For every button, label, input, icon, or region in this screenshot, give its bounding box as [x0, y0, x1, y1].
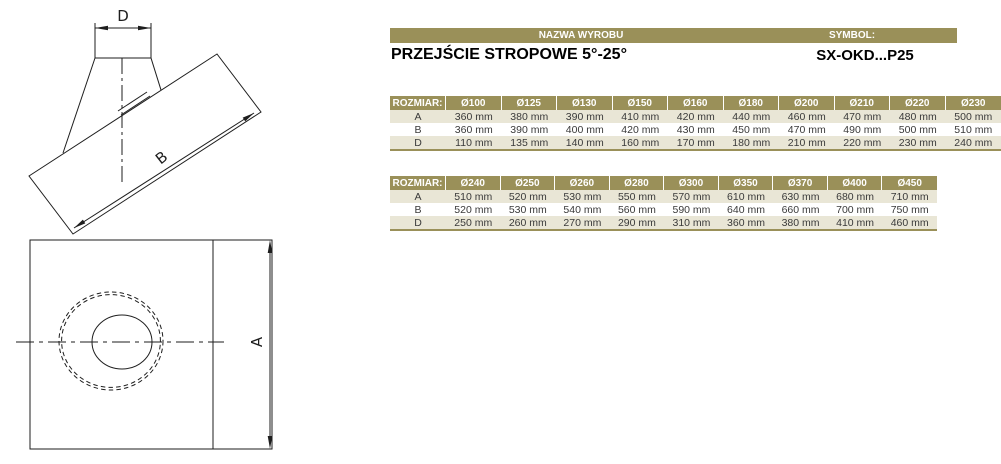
dimension-value: 380 mm — [502, 110, 558, 123]
dimension-row-d — [390, 136, 1001, 149]
dimension-value: 460 mm — [882, 216, 937, 229]
dimension-value: 530 mm — [501, 203, 556, 216]
dimension-row-a — [390, 110, 1001, 123]
dimension-value: 440 mm — [724, 110, 780, 123]
row-label: B — [390, 203, 446, 216]
dimension-value: 550 mm — [610, 190, 665, 203]
dimension-row-a — [390, 190, 937, 203]
dimension-value: 250 mm — [446, 216, 501, 229]
dimension-value: 160 mm — [613, 136, 669, 149]
dimension-value: 510 mm — [446, 190, 501, 203]
dimension-value: 180 mm — [724, 136, 780, 149]
diameter-header: Ø220 — [890, 96, 946, 110]
dimension-row-b — [390, 123, 1001, 136]
dimension-value: 410 mm — [828, 216, 883, 229]
dimension-value: 390 mm — [557, 110, 613, 123]
dimension-value: 450 mm — [724, 123, 780, 136]
side-view-drawing — [29, 7, 261, 234]
row-label: A — [390, 190, 446, 203]
dimension-label-d: D — [117, 7, 129, 25]
table-header-row — [390, 96, 1001, 110]
dimension-value: 420 mm — [613, 123, 669, 136]
dimension-value: 520 mm — [446, 203, 501, 216]
diameter-header: Ø160 — [668, 96, 724, 110]
diameter-header: Ø125 — [502, 96, 558, 110]
dimension-value: 390 mm — [502, 123, 558, 136]
dimension-value: 220 mm — [835, 136, 891, 149]
diameter-header: Ø350 — [719, 176, 774, 190]
dimension-value: 380 mm — [773, 216, 828, 229]
dimension-value: 135 mm — [502, 136, 558, 149]
row-label: D — [390, 136, 446, 149]
dimension-table-small-diameters — [390, 96, 1001, 151]
dimension-value: 540 mm — [555, 203, 610, 216]
dimension-value: 140 mm — [557, 136, 613, 149]
dimension-row-d — [390, 216, 937, 229]
diameter-header: Ø280 — [610, 176, 665, 190]
symbol-column-header: SYMBOL: — [828, 30, 876, 41]
dimension-value: 230 mm — [890, 136, 946, 149]
dimension-value: 560 mm — [610, 203, 665, 216]
dimension-value: 360 mm — [446, 110, 502, 123]
diameter-header: Ø240 — [446, 176, 501, 190]
dimension-value: 460 mm — [779, 110, 835, 123]
dimension-value: 290 mm — [610, 216, 665, 229]
row-label: B — [390, 123, 446, 136]
table-header-row — [390, 176, 937, 190]
dimension-value: 490 mm — [835, 123, 891, 136]
dimension-value: 660 mm — [773, 203, 828, 216]
dimension-value: 310 mm — [664, 216, 719, 229]
dimension-label-a: A — [248, 336, 266, 348]
size-header: ROZMIAR: — [390, 176, 446, 190]
product-name-column-header: NAZWA WYROBU — [538, 30, 624, 41]
dimension-value: 270 mm — [555, 216, 610, 229]
dimension-value: 480 mm — [890, 110, 946, 123]
diameter-header: Ø370 — [773, 176, 828, 190]
dimension-value: 210 mm — [779, 136, 835, 149]
dimension-value: 570 mm — [664, 190, 719, 203]
top-view-drawing — [16, 240, 272, 449]
diameter-header: Ø130 — [557, 96, 613, 110]
diameter-header: Ø400 — [828, 176, 883, 190]
dimension-value: 680 mm — [828, 190, 883, 203]
diameter-header: Ø300 — [664, 176, 719, 190]
diameter-header: Ø230 — [946, 96, 1001, 110]
dimension-value: 110 mm — [446, 136, 502, 149]
dimension-value: 590 mm — [664, 203, 719, 216]
dimension-value: 360 mm — [719, 216, 774, 229]
dimension-value: 400 mm — [557, 123, 613, 136]
header-bar — [390, 28, 957, 43]
dimension-value: 500 mm — [890, 123, 946, 136]
dimension-value: 750 mm — [882, 203, 937, 216]
diameter-header: Ø260 — [555, 176, 610, 190]
row-label: D — [390, 216, 446, 229]
product-title: PRZEJŚCIE STROPOWE 5°-25° — [391, 46, 627, 63]
diameter-header: Ø100 — [446, 96, 502, 110]
dimension-value: 630 mm — [773, 190, 828, 203]
dimension-value: 640 mm — [719, 203, 774, 216]
dimension-value: 170 mm — [668, 136, 724, 149]
diameter-header: Ø210 — [835, 96, 891, 110]
dimension-value: 530 mm — [555, 190, 610, 203]
dimension-table — [390, 176, 937, 231]
dimension-value: 500 mm — [946, 110, 1001, 123]
dimension-label-b: B — [152, 147, 172, 169]
diameter-header: Ø200 — [779, 96, 835, 110]
dimension-table-large-diameters — [390, 176, 937, 231]
size-header: ROZMIAR: — [390, 96, 446, 110]
diameter-header: Ø150 — [613, 96, 669, 110]
dimension-value: 470 mm — [779, 123, 835, 136]
dimension-value: 700 mm — [828, 203, 883, 216]
technical-drawing — [0, 0, 390, 464]
diameter-header: Ø180 — [724, 96, 780, 110]
dimension-value: 410 mm — [613, 110, 669, 123]
diameter-header: Ø250 — [501, 176, 556, 190]
row-label: A — [390, 110, 446, 123]
diameter-header: Ø450 — [882, 176, 937, 190]
dimension-row-b — [390, 203, 937, 216]
product-symbol: SX-OKD...P25 — [816, 47, 914, 64]
dimension-value: 260 mm — [501, 216, 556, 229]
dimension-value: 520 mm — [501, 190, 556, 203]
dimension-value: 510 mm — [946, 123, 1001, 136]
dimension-table — [390, 96, 1001, 151]
dimension-value: 610 mm — [719, 190, 774, 203]
dimension-value: 710 mm — [882, 190, 937, 203]
dimension-value: 470 mm — [835, 110, 891, 123]
dimension-value: 430 mm — [668, 123, 724, 136]
dimension-value: 240 mm — [946, 136, 1001, 149]
dimension-value: 360 mm — [446, 123, 502, 136]
dimension-value: 420 mm — [668, 110, 724, 123]
